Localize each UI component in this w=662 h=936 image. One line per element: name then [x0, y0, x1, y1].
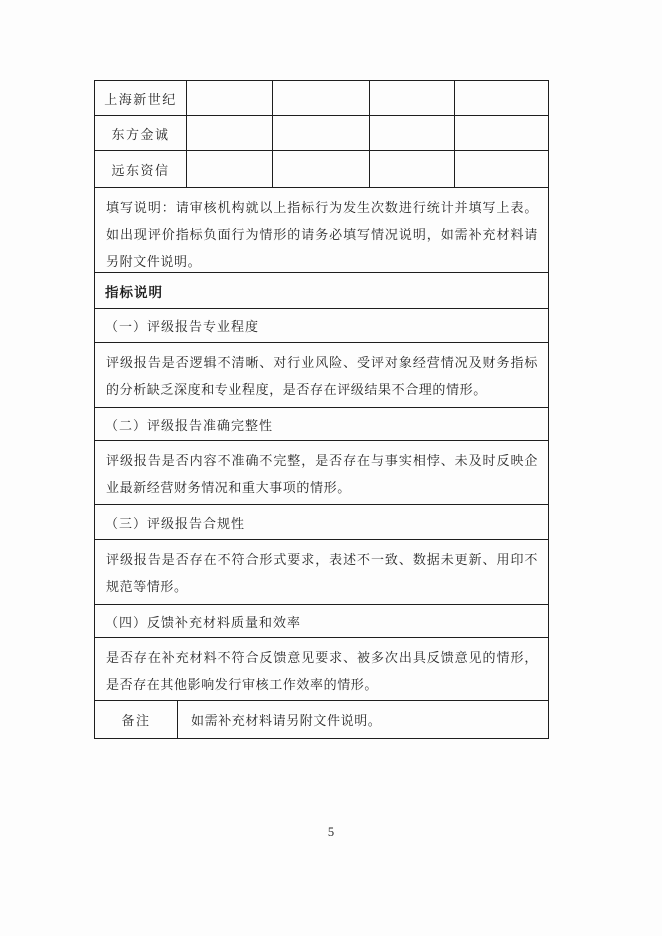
agency-name-cell: 上海新世纪 — [95, 81, 187, 115]
agency-count-cell — [187, 81, 273, 115]
agency-count-cell — [370, 81, 455, 115]
indicator-description-2: 评级报告是否内容不准确不完整，是否存在与事实相悖、未及时反映企业最新经营财务情况和重大事项的情形。 — [95, 441, 548, 505]
agency-count-cell — [455, 116, 548, 150]
indicator-heading: 指标说明 — [95, 273, 548, 309]
indicator-title-3: （三）评级报告合规性 — [95, 505, 548, 540]
agency-name-cell: 东方金诚 — [95, 116, 187, 150]
indicator-title-1: （一）评级报告专业程度 — [95, 309, 548, 343]
agency-count-cell — [273, 151, 370, 187]
agency-row — [95, 151, 548, 188]
agency-count-cell — [273, 116, 370, 150]
agency-row — [95, 81, 548, 116]
indicator-title-4: （四）反馈补充材料质量和效率 — [95, 605, 548, 638]
agency-name-cell: 远东资信 — [95, 151, 187, 187]
indicator-description-4: 是否存在补充材料不符合反馈意见要求、被多次出具反馈意见的情形，是否存在其他影响发行审核工作效率的情形。 — [95, 638, 548, 701]
agency-count-cell — [455, 151, 548, 187]
indicator-description-3: 评级报告是否存在不符合形式要求，表述不一致、数据未更新、用印不规范等情形。 — [95, 540, 548, 605]
remark-content: 如需补充材料请另附文件说明。 — [191, 713, 382, 728]
page-number: 5 — [327, 825, 335, 839]
agency-count-cell — [273, 81, 370, 115]
agency-count-cell — [187, 151, 273, 187]
remark-label: 备注 — [95, 701, 178, 738]
agency-count-cell — [187, 116, 273, 150]
indicator-description-1: 评级报告是否逻辑不清晰、对行业风险、受评对象经营情况及财务指标的分析缺乏深度和专业程度，是否存在评级结果不合理的情形。 — [95, 343, 548, 408]
agency-count-cell — [455, 81, 548, 115]
fill-note: 填写说明：请审核机构就以上指标行为发生次数进行统计并填写上表。如出现评价指标负面行为情形的请务必填写情况说明，如需补充材料请另附文件说明。 — [95, 188, 548, 273]
agency-count-cell — [370, 151, 455, 187]
indicator-title-2: （二）评级报告准确完整性 — [95, 408, 548, 441]
evaluation-table — [94, 80, 549, 739]
agency-row — [95, 116, 548, 151]
remark-row — [95, 701, 548, 738]
agency-count-cell — [370, 116, 455, 150]
